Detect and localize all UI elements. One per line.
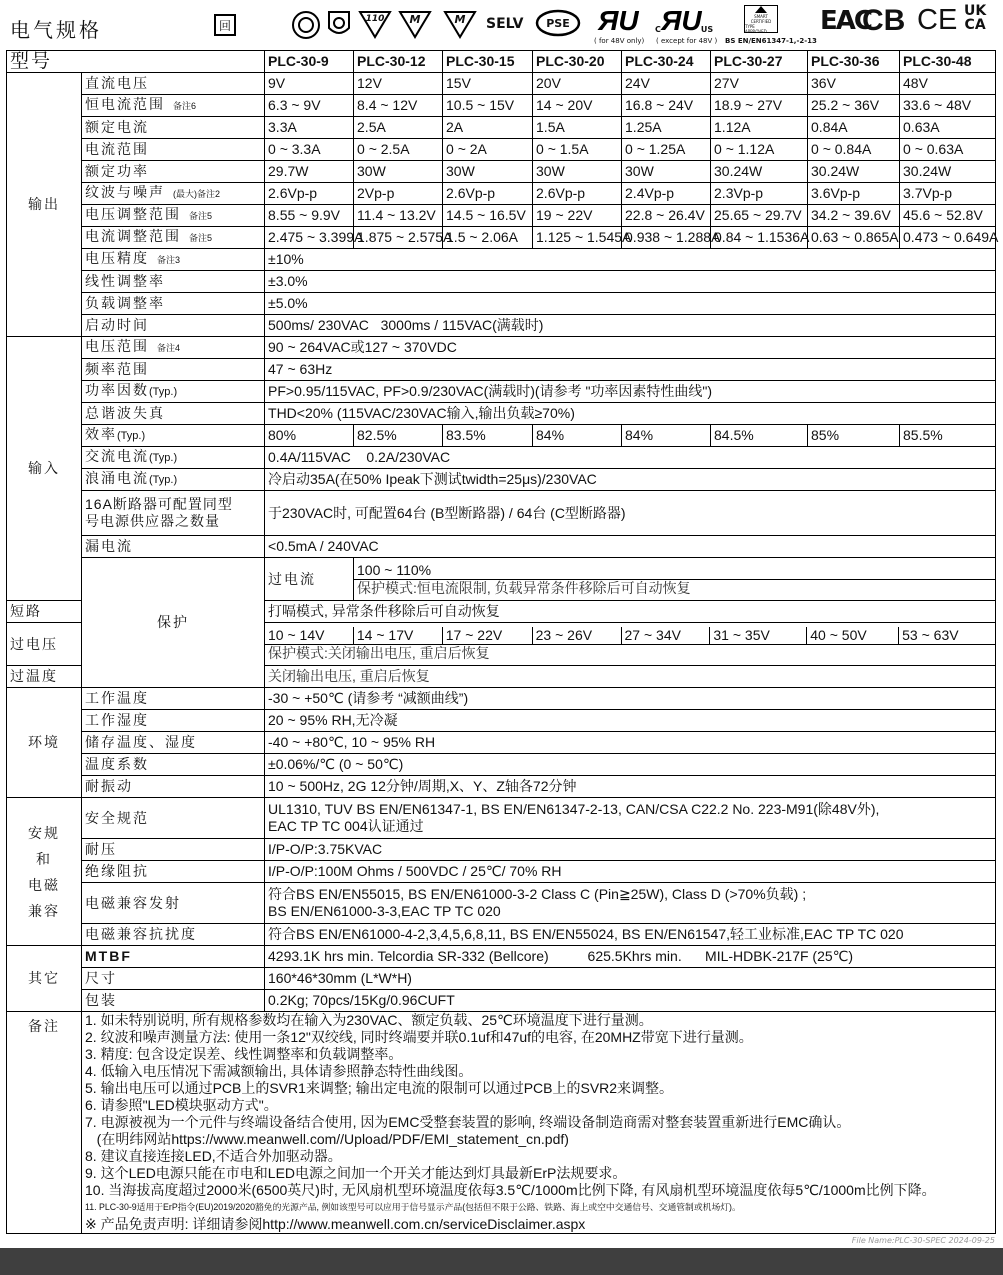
- ovp-cell: 40 ~ 50V: [807, 627, 899, 644]
- label-line-1: 16A断路器可配置同型: [85, 496, 233, 512]
- cell: 84%: [622, 425, 711, 447]
- cell: 19 ~ 22V: [533, 205, 622, 227]
- cell: 83.5%: [443, 425, 533, 447]
- row-label: 过电压: [7, 623, 82, 666]
- cell: 85.5%: [900, 425, 996, 447]
- cell: 1.12A: [711, 117, 808, 139]
- cell: [265, 623, 996, 666]
- cell: 15V: [443, 73, 533, 95]
- ovp-cell: 27 ~ 34V: [622, 627, 711, 644]
- model-cell: PLC-30-27: [711, 51, 808, 73]
- row-label: 包装: [82, 990, 265, 1012]
- ul-recognized-icon: [598, 6, 638, 34]
- table-row: [7, 754, 996, 776]
- note-line: 5. 输出电压可以通过PCB上的SVR1来调整; 输出定电流的限制可以通过PCB上的SVR2来调整。: [85, 1080, 674, 1096]
- label-text: 恒电流范围: [85, 96, 165, 112]
- row-label: 电磁兼容抗扰度: [82, 924, 265, 946]
- row-label: 频率范围: [82, 359, 265, 381]
- model-cell: PLC-30-48: [900, 51, 996, 73]
- smart-text-2: CERTIFIED: [750, 18, 772, 24]
- cell: 0.938 ~ 1.288A: [622, 227, 711, 249]
- cell: 8.55 ~ 9.9V: [265, 205, 354, 227]
- cell: 36V: [808, 73, 900, 95]
- cell-line: UL1310, TUV BS EN/EN61347-1, BS EN/EN61347-2-13, CAN/CSA C22.2 No. 223-M91(除48V外),: [268, 801, 880, 817]
- row-label: 过电流: [265, 558, 354, 601]
- cell: [354, 558, 996, 601]
- cell-line: EAC TP TC 004认证通过: [268, 818, 424, 834]
- class2-icon: [214, 14, 236, 36]
- ovp-cell: 14 ~ 17V: [354, 627, 443, 644]
- cell: 2.475 ~ 3.399A: [265, 227, 354, 249]
- cell: 10.5 ~ 15V: [443, 95, 533, 117]
- cell: 30W: [622, 161, 711, 183]
- m-label-2: M: [454, 12, 466, 26]
- label-text: 效率: [85, 426, 117, 442]
- page-title: 电气规格: [10, 18, 102, 42]
- table-row: [7, 1012, 996, 1234]
- cell: 20V: [533, 73, 622, 95]
- label-line-2: 号电源供应器之数量: [85, 513, 220, 529]
- note-ref: (最大)备注2: [173, 189, 220, 199]
- cell: 关闭输出电压, 重启后恢复: [265, 666, 996, 688]
- table-header-row: [7, 51, 996, 73]
- cb-icon: CB: [862, 4, 906, 37]
- row-label: 直流电压: [82, 73, 265, 95]
- row-label: 额定电流: [82, 117, 265, 139]
- ul-note-except-48v: ( except for 48V ): [656, 37, 718, 45]
- table-row: [7, 883, 996, 924]
- cell: 22.8 ~ 26.4V: [622, 205, 711, 227]
- group-line: 安规: [28, 824, 60, 841]
- cell: <0.5mA / 240VAC: [265, 536, 996, 558]
- typ-tag: (Typ.): [149, 386, 178, 398]
- note-line: 9. 这个LED电源只能在市电和LED电源之间加一个开关才能达到灯具最新ErP法规要求。: [85, 1165, 627, 1181]
- cell: 30W: [354, 161, 443, 183]
- cell: 10 ~ 500Hz, 2G 12分钟/周期,X、Y、Z轴各72分钟: [265, 776, 996, 798]
- cell: 0.2Kg; 70pcs/15Kg/0.96CUFT: [265, 990, 996, 1012]
- ukca-bottom: CA: [964, 17, 986, 33]
- m-triangle-icon-2: [443, 9, 477, 39]
- model-cell: PLC-30-9: [265, 51, 354, 73]
- cell: 1.5 ~ 2.06A: [443, 227, 533, 249]
- group-input: 输入: [7, 337, 82, 601]
- label-text: 功率因数: [85, 382, 149, 398]
- table-row: [7, 227, 996, 249]
- typ-tag: (Typ.): [149, 452, 178, 464]
- row-label: [82, 95, 265, 117]
- row-label: 额定功率: [82, 161, 265, 183]
- row-label: 耐压: [82, 839, 265, 861]
- cell: 14.5 ~ 16.5V: [443, 205, 533, 227]
- cell: -40 ~ +80℃, 10 ~ 95% RH: [265, 732, 996, 754]
- cell: ±5.0%: [265, 293, 996, 315]
- cell: 打嗝模式, 异常条件移除后可自动恢复: [265, 601, 996, 623]
- cell: 1.25A: [622, 117, 711, 139]
- note-line: 3. 精度: 包含设定误差、线性调整率和负载调整率。: [85, 1046, 403, 1062]
- cell: 27V: [711, 73, 808, 95]
- group-line: 兼容: [28, 902, 60, 919]
- typ-tag: (Typ.): [117, 430, 146, 442]
- cell: 2.6Vp-p: [265, 183, 354, 205]
- label-text: 浪涌电流: [85, 470, 149, 486]
- ovp-cell: 53 ~ 63V: [902, 626, 959, 643]
- cul-us-icon: [655, 6, 713, 34]
- cell: 30.24W: [900, 161, 996, 183]
- disclaimer-link[interactable]: ※ 产品免责声明: 详细请参阅http://www.meanwell.com.cn/serviceDisclaimer.aspx: [85, 1216, 586, 1232]
- table-row: [7, 315, 996, 337]
- svg-text:ЯU: ЯU: [598, 5, 639, 36]
- cell: 16.8 ~ 24V: [622, 95, 711, 117]
- cell: 12V: [354, 73, 443, 95]
- table-row: [7, 425, 996, 447]
- row-label: 启动时间: [82, 315, 265, 337]
- table-row: [7, 381, 996, 403]
- table-row: [7, 205, 996, 227]
- table-row: [7, 359, 996, 381]
- cell: 0.63A: [900, 117, 996, 139]
- cell: 于230VAC时, 可配置64台 (B型断路器) / 64台 (C型断路器): [265, 491, 996, 536]
- cell: 29.7W: [265, 161, 354, 183]
- model-cell: PLC-30-20: [533, 51, 622, 73]
- row-label: 电流范围: [82, 139, 265, 161]
- cell: 90 ~ 264VAC或127 ~ 370VDC: [265, 337, 996, 359]
- bs-en-note: BS EN/EN61347-1,-2-13: [725, 37, 817, 45]
- cell-line: 符合BS EN/EN55015, BS EN/EN61000-3-2 Class C (Pin≧25W), Class D (>70%负载) ;: [268, 886, 807, 902]
- group-output: 输出: [7, 73, 82, 337]
- row-label: 安全规范: [82, 798, 265, 839]
- note-line: 2. 纹波和噪声测量方法: 使用一条12"双绞线, 同时终端要并联0.1uf和47uf的电容, 在20MHZ带宽下进行量测。: [85, 1029, 753, 1045]
- ovp-mode: 保护模式:关闭输出电压, 重启后恢复: [265, 644, 995, 662]
- cell: 2.5A: [354, 117, 443, 139]
- table-row: [7, 73, 996, 95]
- cell: 3.3A: [265, 117, 354, 139]
- ovp-cell: 17 ~ 22V: [443, 627, 533, 644]
- cell: 2A: [443, 117, 533, 139]
- table-row: [7, 710, 996, 732]
- note-line: 11. PLC-30-9适用于ErP指令(EU)2019/2020豁免的光源产品, 例如该型号可以应用于信号显示产品(包括但不限于公路、铁路、海上或空中交通信号、交通管制或机场灯)。: [85, 1202, 741, 1212]
- table-row: [7, 403, 996, 425]
- cell: 24V: [622, 73, 711, 95]
- ocp-mode: 保护模式:恒电流限制, 负载异常条件移除后可自动恢复: [354, 579, 995, 597]
- cell: 0 ~ 1.25A: [622, 139, 711, 161]
- m-triangle-icon: [398, 9, 432, 39]
- cell: 符合BS EN/EN61000-4-2,3,4,5,6,8,11, BS EN/EN55024, BS EN/EN61547,轻工业标准,EAC TP TC 020: [265, 924, 996, 946]
- cell: 30.24W: [808, 161, 900, 183]
- row-label: [82, 425, 265, 447]
- svg-text:ЯU: ЯU: [660, 5, 702, 36]
- cul-c-letter: C: [655, 25, 661, 34]
- m-label-1: M: [409, 12, 421, 26]
- group-safety-emc: [7, 798, 82, 946]
- row-label: 负载调整率: [82, 293, 265, 315]
- cell: 0 ~ 2A: [443, 139, 533, 161]
- note-ref: 备注4: [157, 343, 181, 353]
- note-ref: 备注5: [189, 211, 213, 221]
- cell: 33.6 ~ 48V: [900, 95, 996, 117]
- cell: 25.65 ~ 29.7V: [711, 205, 808, 227]
- cell: 30.24W: [711, 161, 808, 183]
- group-line: 电磁: [28, 876, 60, 893]
- cell: 82.5%: [354, 425, 443, 447]
- table-row: [7, 776, 996, 798]
- ovp-cell: 23 ~ 26V: [533, 627, 622, 644]
- cell: 84%: [533, 425, 622, 447]
- cell: THD<20% (115VAC/230VAC输入,输出负载≥70%): [265, 403, 996, 425]
- cell: 80%: [265, 425, 354, 447]
- cell: 2.6Vp-p: [533, 183, 622, 205]
- cell: 18.9 ~ 27V: [711, 95, 808, 117]
- cell: 0 ~ 3.3A: [265, 139, 354, 161]
- row-label: 过温度: [7, 666, 82, 688]
- cell: 3.7Vp-p: [900, 183, 996, 205]
- ovp-values: [265, 627, 995, 644]
- row-label: [82, 183, 265, 205]
- table-row: [7, 946, 996, 968]
- table-row: [7, 968, 996, 990]
- cell: 2.3Vp-p: [711, 183, 808, 205]
- row-label: MTBF: [82, 946, 265, 968]
- group-environment: 环境: [7, 688, 82, 798]
- ukca-icon: [964, 4, 986, 32]
- cell: 0.473 ~ 0.649A: [900, 227, 996, 249]
- cell: [265, 883, 996, 924]
- row-label: [82, 447, 265, 469]
- note-ref: 备注3: [157, 255, 181, 265]
- cell: 2.4Vp-p: [622, 183, 711, 205]
- row-label: 绝缘阻抗: [82, 861, 265, 883]
- table-row: [7, 447, 996, 469]
- cell: 0.84 ~ 1.1536A: [711, 227, 808, 249]
- label-text: 交流电流: [85, 448, 149, 464]
- note-line: 1. 如未特别说明, 所有规格参数均在输入为230VAC、额定负载、25℃环境温度下进行量测。: [85, 1012, 653, 1028]
- cell: 6.3 ~ 9V: [265, 95, 354, 117]
- bottom-bar: [0, 1248, 1003, 1275]
- table-row: [7, 183, 996, 205]
- row-label: [82, 469, 265, 491]
- tuv-icon: [325, 8, 353, 40]
- row-label: [82, 381, 265, 403]
- table-row: [7, 161, 996, 183]
- row-label: [82, 491, 265, 536]
- cell: 85%: [808, 425, 900, 447]
- pse-icon: [535, 9, 581, 37]
- cell: ±0.06%/℃ (0 ~ 50℃): [265, 754, 996, 776]
- note-line: 8. 建议直接连接LED,不适合外加驱动器。: [85, 1148, 342, 1164]
- cell: -30 ~ +50℃ (请参考 “减额曲线”): [265, 688, 996, 710]
- cell: 0 ~ 2.5A: [354, 139, 443, 161]
- typ-tag: (Typ.): [149, 474, 178, 486]
- cell: 11.4 ~ 13.2V: [354, 205, 443, 227]
- double-circle-icon: [291, 10, 321, 40]
- cell: 0 ~ 1.12A: [711, 139, 808, 161]
- cell: 3.6Vp-p: [808, 183, 900, 205]
- row-label: [82, 337, 265, 359]
- cell: 8.4 ~ 12V: [354, 95, 443, 117]
- note-line: 6. 请参照"LED模块驱动方式"。: [85, 1097, 278, 1113]
- ovp-cell: 31 ~ 35V: [710, 627, 807, 644]
- model-cell: PLC-30-36: [808, 51, 900, 73]
- cell: 冷启动35A(在50% Ipeak下测试twidth=25μs)/230VAC: [265, 469, 996, 491]
- note-line: 4. 低输入电压情况下需减额输出, 具体请参照静态特性曲线图。: [85, 1063, 473, 1079]
- table-row: [7, 798, 996, 839]
- cell: I/P-O/P:100M Ohms / 500VDC / 25℃/ 70% RH: [265, 861, 996, 883]
- table-row: [7, 861, 996, 883]
- cell: 2Vp-p: [354, 183, 443, 205]
- eac-icon: EAC: [820, 6, 871, 36]
- model-label: 型号: [7, 51, 265, 73]
- table-row: [7, 558, 996, 601]
- cell: 4293.1K hrs min. Telcordia SR-332 (Bellcore) 625.5Khrs min. MIL-HDBK-217F (25℃): [265, 946, 996, 968]
- smart-text-1: SMART: [754, 13, 768, 19]
- row-label: [82, 249, 265, 271]
- group-protection: 保护: [82, 558, 265, 688]
- model-cell: PLC-30-15: [443, 51, 533, 73]
- class2-symbol: 回: [218, 18, 231, 33]
- table-row: [7, 117, 996, 139]
- row-label: 线性调整率: [82, 271, 265, 293]
- cell-line: BS EN/EN61000-3-3,EAC TP TC 020: [268, 903, 501, 919]
- table-row: [7, 924, 996, 946]
- cell: ±3.0%: [265, 271, 996, 293]
- row-label: 短路: [7, 601, 82, 623]
- file-name-footer: File Name:PLC-30-SPEC 2024-09-25: [851, 1236, 995, 1245]
- table-row: [7, 95, 996, 117]
- table-row: [7, 990, 996, 1012]
- cell: 1.5A: [533, 117, 622, 139]
- label-text: 电流调整范围: [85, 228, 181, 244]
- cell: 34.2 ~ 39.6V: [808, 205, 900, 227]
- table-row: [7, 293, 996, 315]
- ocp-range: 100 ~ 110%: [357, 561, 432, 578]
- selv-label: SELV: [486, 16, 524, 32]
- cell: 25.2 ~ 36V: [808, 95, 900, 117]
- row-label: 漏电流: [82, 536, 265, 558]
- note-line: (在明纬网站https://www.meanwell.com//Upload/PDF/EMI_statement_cn.pdf): [85, 1131, 569, 1147]
- cell: 1.125 ~ 1.545A: [533, 227, 622, 249]
- row-label: 温度系数: [82, 754, 265, 776]
- cell: 0 ~ 0.84A: [808, 139, 900, 161]
- row-label: 电磁兼容发射: [82, 883, 265, 924]
- cell: 0 ~ 1.5A: [533, 139, 622, 161]
- row-label: [82, 205, 265, 227]
- cell: 1.875 ~ 2.575A: [354, 227, 443, 249]
- row-label: 耐振动: [82, 776, 265, 798]
- ce-icon: CE: [917, 4, 958, 36]
- group-line: 和: [36, 850, 52, 867]
- table-row: [7, 139, 996, 161]
- cell: 160*46*30mm (L*W*H): [265, 968, 996, 990]
- ul-note-48v: ( for 48V only): [594, 37, 645, 45]
- cell: 0.84A: [808, 117, 900, 139]
- cell: 0.63 ~ 0.865A: [808, 227, 900, 249]
- cell: 0.4A/115VAC 0.2A/230VAC: [265, 447, 996, 469]
- cell: 48V: [900, 73, 996, 95]
- cell: 14 ~ 20V: [533, 95, 622, 117]
- cell: 0 ~ 0.63A: [900, 139, 996, 161]
- ukca-top: UK: [964, 3, 987, 19]
- note-ref: 备注6: [173, 101, 197, 111]
- label-text: 电压精度: [85, 250, 149, 266]
- notes-list: [82, 1012, 996, 1234]
- cell: 47 ~ 63Hz: [265, 359, 996, 381]
- cell: 84.5%: [711, 425, 808, 447]
- table-row: [7, 536, 996, 558]
- table-row: [7, 688, 996, 710]
- smart-certified-icon: [744, 5, 778, 33]
- cell: [265, 798, 996, 839]
- cell: 9V: [265, 73, 354, 95]
- cell: I/P-O/P:3.75KVAC: [265, 839, 996, 861]
- table-row: [7, 491, 996, 536]
- label-text: 纹波与噪声: [85, 184, 165, 200]
- note-ref: 备注5: [189, 233, 213, 243]
- group-notes: 备注: [7, 1012, 82, 1234]
- model-cell: PLC-30-12: [354, 51, 443, 73]
- note-line: 7. 电源被视为一个元件与终端设备结合使用, 因为EMC受整套装置的影响, 终端设备制造商需对整套装置重新进行EMC确认。: [85, 1114, 851, 1130]
- table-row: [7, 249, 996, 271]
- ovp-cell: 10 ~ 14V: [265, 627, 354, 644]
- table-row: [7, 271, 996, 293]
- cell: 500ms/ 230VAC 3000ms / 115VAC(满载时): [265, 315, 996, 337]
- cul-us-letters: US: [700, 25, 714, 34]
- note-line: 10. 当海拔高度超过2000米(6500英尺)时, 无风扇机型环境温度依每3.5℃/1000m比例下降, 有风扇机型环境温度依每5℃/1000m比例下降。: [85, 1182, 936, 1198]
- certification-header: [0, 0, 1003, 44]
- cell: 20 ~ 95% RH,无冷凝: [265, 710, 996, 732]
- row-label: 工作温度: [82, 688, 265, 710]
- cell: 30W: [443, 161, 533, 183]
- row-label: [82, 227, 265, 249]
- 110-triangle-icon: [358, 9, 392, 39]
- label-text: 电压范围: [85, 338, 149, 354]
- table-row: [7, 337, 996, 359]
- cell: 45.6 ~ 52.8V: [900, 205, 996, 227]
- row-label: 尺寸: [82, 968, 265, 990]
- group-others: 其它: [7, 946, 82, 1012]
- table-row: [7, 732, 996, 754]
- table-row: [7, 839, 996, 861]
- table-row: [7, 469, 996, 491]
- model-cell: PLC-30-24: [622, 51, 711, 73]
- cell: PF>0.95/115VAC, PF>0.9/230VAC(满载时)(请参考 "功率因素特性曲线"): [265, 381, 996, 403]
- spec-table: [6, 50, 999, 1234]
- smart-text-3: TYPE APPROVED: [745, 23, 767, 34]
- row-label: 储存温度、湿度: [82, 732, 265, 754]
- row-label: 总谐波失真: [82, 403, 265, 425]
- 110-label: 110: [365, 14, 385, 24]
- cell: 2.6Vp-p: [443, 183, 533, 205]
- label-text: 电压调整范围: [85, 206, 181, 222]
- row-label: 工作湿度: [82, 710, 265, 732]
- cell: ±10%: [265, 249, 996, 271]
- pse-text: PSE: [546, 16, 570, 30]
- cell: 30W: [533, 161, 622, 183]
